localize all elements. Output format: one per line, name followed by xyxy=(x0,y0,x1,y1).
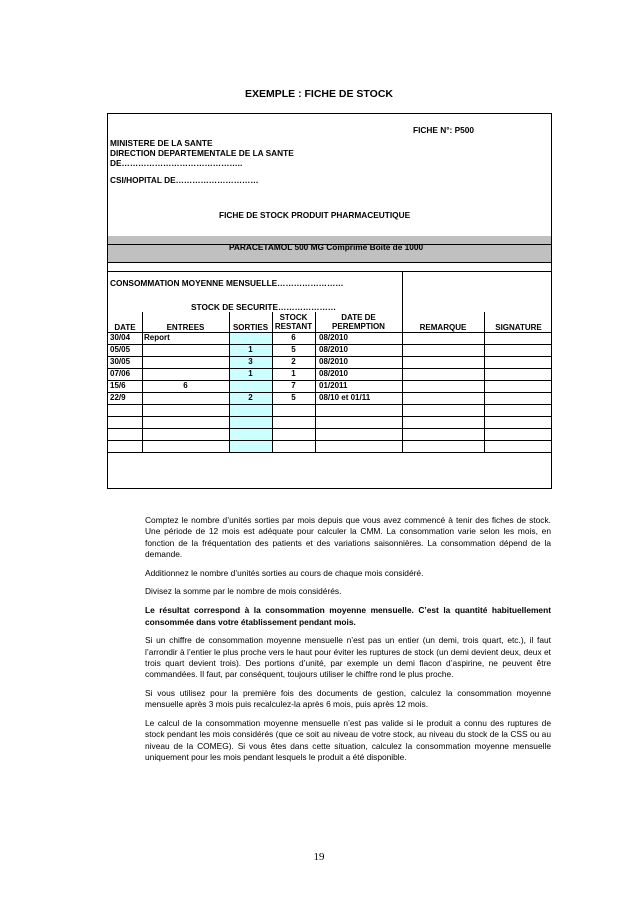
header-peremption-line2: PEREMPTION xyxy=(332,322,385,331)
ministere-label: MINISTERE DE LA SANTE xyxy=(110,138,213,148)
right-box-border xyxy=(402,271,403,312)
cell-date: 30/04 xyxy=(110,333,131,342)
page-number: 19 xyxy=(313,851,325,863)
grey-band-bottom xyxy=(108,254,551,262)
de-field: DE…………………………………….. xyxy=(110,158,243,168)
cell-stock: 5 xyxy=(291,393,296,402)
cell-sorties: 1 xyxy=(248,369,253,378)
explanation-text xyxy=(145,515,551,771)
column-divider xyxy=(315,312,316,452)
divider xyxy=(108,262,551,263)
cell-peremption: 08/2010 xyxy=(319,345,348,354)
cell-sorties: 2 xyxy=(248,393,253,402)
column-divider xyxy=(402,312,403,452)
header-sorties: SORTIES xyxy=(232,323,269,332)
header-peremption-line1: DATE DE xyxy=(341,313,376,322)
cmm-field: CONSOMMATION MOYENNE MENSUELLE…………………… xyxy=(110,278,344,288)
fiche-title: FICHE DE STOCK PRODUIT PHARMACEUTIQUE xyxy=(219,210,411,220)
product-name: PARACETAMOL 500 MG Comprimé Boite de 1000 xyxy=(229,242,424,252)
paragraph-3: Divisez la somme par le nombre de mois considérés. xyxy=(145,586,342,597)
cell-entrees: 6 xyxy=(183,381,188,390)
cmm-divider xyxy=(108,271,551,272)
cell-date: 05/05 xyxy=(110,345,131,354)
cell-sorties: 3 xyxy=(248,357,253,366)
cell-peremption: 08/2010 xyxy=(319,369,348,378)
csi-field: CSI/HOPITAL DE………………………… xyxy=(110,175,259,185)
direction-label: DIRECTION DEPARTEMENTALE DE LA SANTE xyxy=(110,148,294,158)
paragraph-7: Le calcul de la consommation moyenne mensuelle n’est pas valide si le produit a connu des ruptures de stock pendant les mois considérés (que ce soit au niveau de votre stock, au niveau du stock de la CSS ou au niveau de la COMEG). Si vous êtes dans cette situation, calculez la consommation moyenne mensuelle uniquement pour les mois pendant lesquels le produit a été disponible. xyxy=(145,718,551,763)
cell-stock: 6 xyxy=(291,333,296,342)
stock-securite-field: STOCK DE SECURITE………………… xyxy=(191,302,337,312)
row-divider xyxy=(108,452,551,453)
page-title: EXEMPLE : FICHE DE STOCK xyxy=(245,88,393,100)
cell-peremption: 08/10 et 01/11 xyxy=(319,393,371,402)
header-stock-line1: STOCK xyxy=(279,313,308,322)
header-date: DATE xyxy=(114,323,136,332)
cell-entrees: Report xyxy=(144,333,170,342)
paragraph-6: Si vous utilisez pour la première fois des documents de gestion, calculez la consommation moyenne mensuelle après 3 mois puis recalculez-la après 6 mois, puis après 12 mois. xyxy=(145,688,551,710)
cell-peremption: 08/2010 xyxy=(319,333,348,342)
cell-stock: 1 xyxy=(291,369,296,378)
stock-card-form xyxy=(107,113,552,489)
cell-date: 30/05 xyxy=(110,357,131,366)
fiche-number: FICHE N°: P500 xyxy=(413,125,474,135)
cell-sorties: 1 xyxy=(248,345,253,354)
cell-peremption: 01/2011 xyxy=(319,381,348,390)
cell-stock: 2 xyxy=(291,357,296,366)
cell-date: 07/06 xyxy=(110,369,131,378)
column-divider xyxy=(484,312,485,452)
header-stock-line2: RESTANT xyxy=(274,322,313,331)
cell-stock: 7 xyxy=(291,381,296,390)
header-entrees: ENTREES xyxy=(166,323,205,332)
paragraph-5: Si un chiffre de consommation moyenne mensuelle n’est pas un entier (un demi, trois quart, etc.), il faut l’arrondir à l’entier le plus proche vers le haut pour éviter les ruptures de stock (un demi devient deux, deux et trois quart devient trois). Des portions d’unité, par exemple un demi flacon d’aspirine, ne peuvent être commandées. Il faut, par conséquent, toujours utiliser le chiffre rond le plus proche. xyxy=(145,635,551,680)
paragraph-4 xyxy=(145,605,551,628)
header-signature: SIGNATURE xyxy=(495,323,542,332)
paragraph-1: Comptez le nombre d’unités sorties par mois depuis que vous avez commencé à tenir des fiches de stock. Une période de 12 mois est adéquate pour calculer la CMM. La consommation varie selon les mois, en fonction de la fréquentation des patients et des variations saisonnières. La consommation dépend de la demande. xyxy=(145,515,551,559)
cell-peremption: 08/2010 xyxy=(319,357,348,366)
column-divider xyxy=(229,312,230,452)
cell-date: 22/9 xyxy=(110,393,126,402)
paragraph-2: Additionnez le nombre d’unités sorties au cours de chaque mois considéré. xyxy=(145,567,424,578)
paragraph-4-bold: Le résultat correspond à la consommation moyenne mensuelle. C’est la quantité habituellement consommée dans votre établissement pendant mois. xyxy=(145,605,551,627)
cell-date: 15/6 xyxy=(110,381,126,390)
cell-stock: 5 xyxy=(291,345,296,354)
header-remarque: REMARQUE xyxy=(419,323,467,332)
